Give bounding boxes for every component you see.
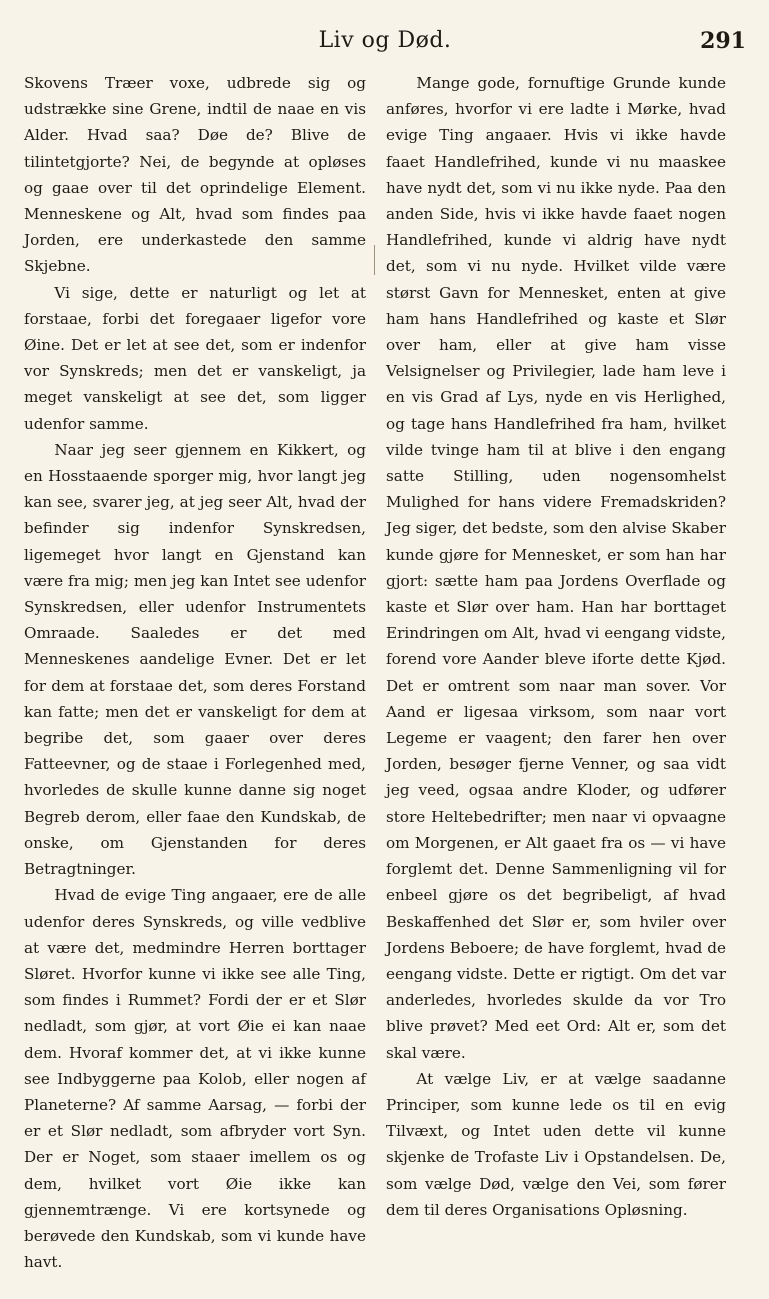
paragraph: At vælge Liv, er at vælge saadanne Principer, som kunne lede os til en evig Tilvæxt, og Intet uden dette vil kunne skjenke de Trofaste Liv i Opstandelsen. De, som vælge Død, vælge den Vei, som fører dem til deres Organisations Opløsning. (386, 1069, 726, 1219)
paragraph: Skovens Træer voxe, udbrede sig og udstrække sine Grene, indtil de naae en vis Alder. Hvad saa? Døe de? Blive de tilintetgjorte? Nei, de begynde at opløses og gaae over til det oprindelige Element. Menneskene og Alt, hvad som findes paa Jorden, ere underkastede den samme Skjebne. (24, 74, 366, 276)
column-divider-mark (374, 245, 375, 275)
left-column (24, 70, 366, 1275)
running-title: Liv og Død. (318, 28, 452, 53)
right-column (386, 70, 726, 1223)
page-number: 291 (700, 28, 746, 54)
page-header (24, 28, 746, 62)
paragraph: Mange gode, fornuftige Grunde kunde anføres, hvorfor vi ere ladte i Mørke, hvad evige Ting angaaer. Hvis vi ikke havde faaet Handlefrihed, kunde vi nu maaskee have nydt det, som vi nu ikke nyde. Paa den anden Side, hvis vi ikke havde faaet nogen Handlefrihed, kunde vi aldrig have nydt det, som vi nu nyde. Hvilket vilde være størst Gavn for Mennesket, enten at give ham hans Handlefrihed og kaste et Slør over ham, eller at give ham visse Velsignelser og Privilegier, lade ham leve i en vis Grad af Lys, nyde en vis Herlighed, og tage hans Handlefrihed fra ham, hvilket vilde tvinge ham til at blive i den engang satte Stilling, uden nogensomhelst Mulighed for hans videre Fremadskriden? Jeg siger, det bedste, som den alvise Skaber kunde gjøre for Mennesket, er som han har gjort: sætte ham paa Jordens Overflade og kaste et Slør over ham. Han har borttaget Erindringen om Alt, hvad vi eengang vidste, forend vore Aander bleve iforte dette Kjød. Det er omtrent som naar man sover. Vor Aand er ligesaa virksom, som naar vort Legeme er vaagent; den farer hen over Jorden, besøger fjerne Venner, og saa vidt jeg veed, ogsaa andre Kloder, og udfører store Heltebedrifter; men naar vi opvaagne om Morgenen, er Alt gaaet fra os — vi have forglemt det. Denne Sammenligning vil for enbeel gjøre os det begribeligt, af hvad Beskaffenhed det Slør er, som hviler over Jordens Beboere; de have forglemt, hvad de eengang vidste. Dette er rigtigt. Om det var anderledes, hvorledes skulde da vor Tro blive prøvet? Med eet Ord: Alt er, som det skal være. (386, 74, 726, 1062)
paragraph: Naar jeg seer gjennem en Kikkert, og en Hosstaaende sporger mig, hvor langt jeg kan see, svarer jeg, at jeg seer Alt, hvad der befinder sig indenfor Synskredsen, ligemeget hvor langt en Gjenstand kan være fra mig; men jeg kan Intet see udenfor Synskredsen, eller udenfor Instrumentets Omraade. Saaledes er det med Menneskenes aandelige Evner. Det er let for dem at forstaae det, som deres Forstand kan fatte; men det er vanskeligt for dem at begribe det, som gaaer over deres Fatteevner, og de staae i Forlegenhed med, hvorledes de skulle kunne danne sig noget Begreb derom, eller faae den Kundskab, de onske, om Gjenstanden for deres Betragtninger. (24, 440, 366, 879)
paragraph: Hvad de evige Ting angaaer, ere de alle udenfor deres Synskreds, og ville vedblive at være det, medmindre Herren borttager Sløret. Hvorfor kunne vi ikke see alle Ting, som findes i Rummet? Fordi der er et Slør nedladt, som gjør, at vort Øie ei kan naae dem. Hvoraf kommer det, at vi ikke kunne see Indbyggerne paa Kolob, eller nogen af Planeterne? Af samme Aarsag, — forbi der er et Slør nedladt, som afbryder vort Syn. Der er Noget, som staaer imellem os og dem, hvilket vort Øie ikke kan gjennemtrænge. Vi ere kortsynede og berøvede den Kundskab, som vi kunde have havt. (24, 886, 366, 1272)
paragraph: Vi sige, dette er naturligt og let at forstaae, forbi det foregaaer ligefor vore Øine. Det er let at see det, som er indenfor vor Synskreds; men det er vanskeligt, ja meget vanskeligt at see det, som ligger udenfor samme. (24, 283, 366, 433)
